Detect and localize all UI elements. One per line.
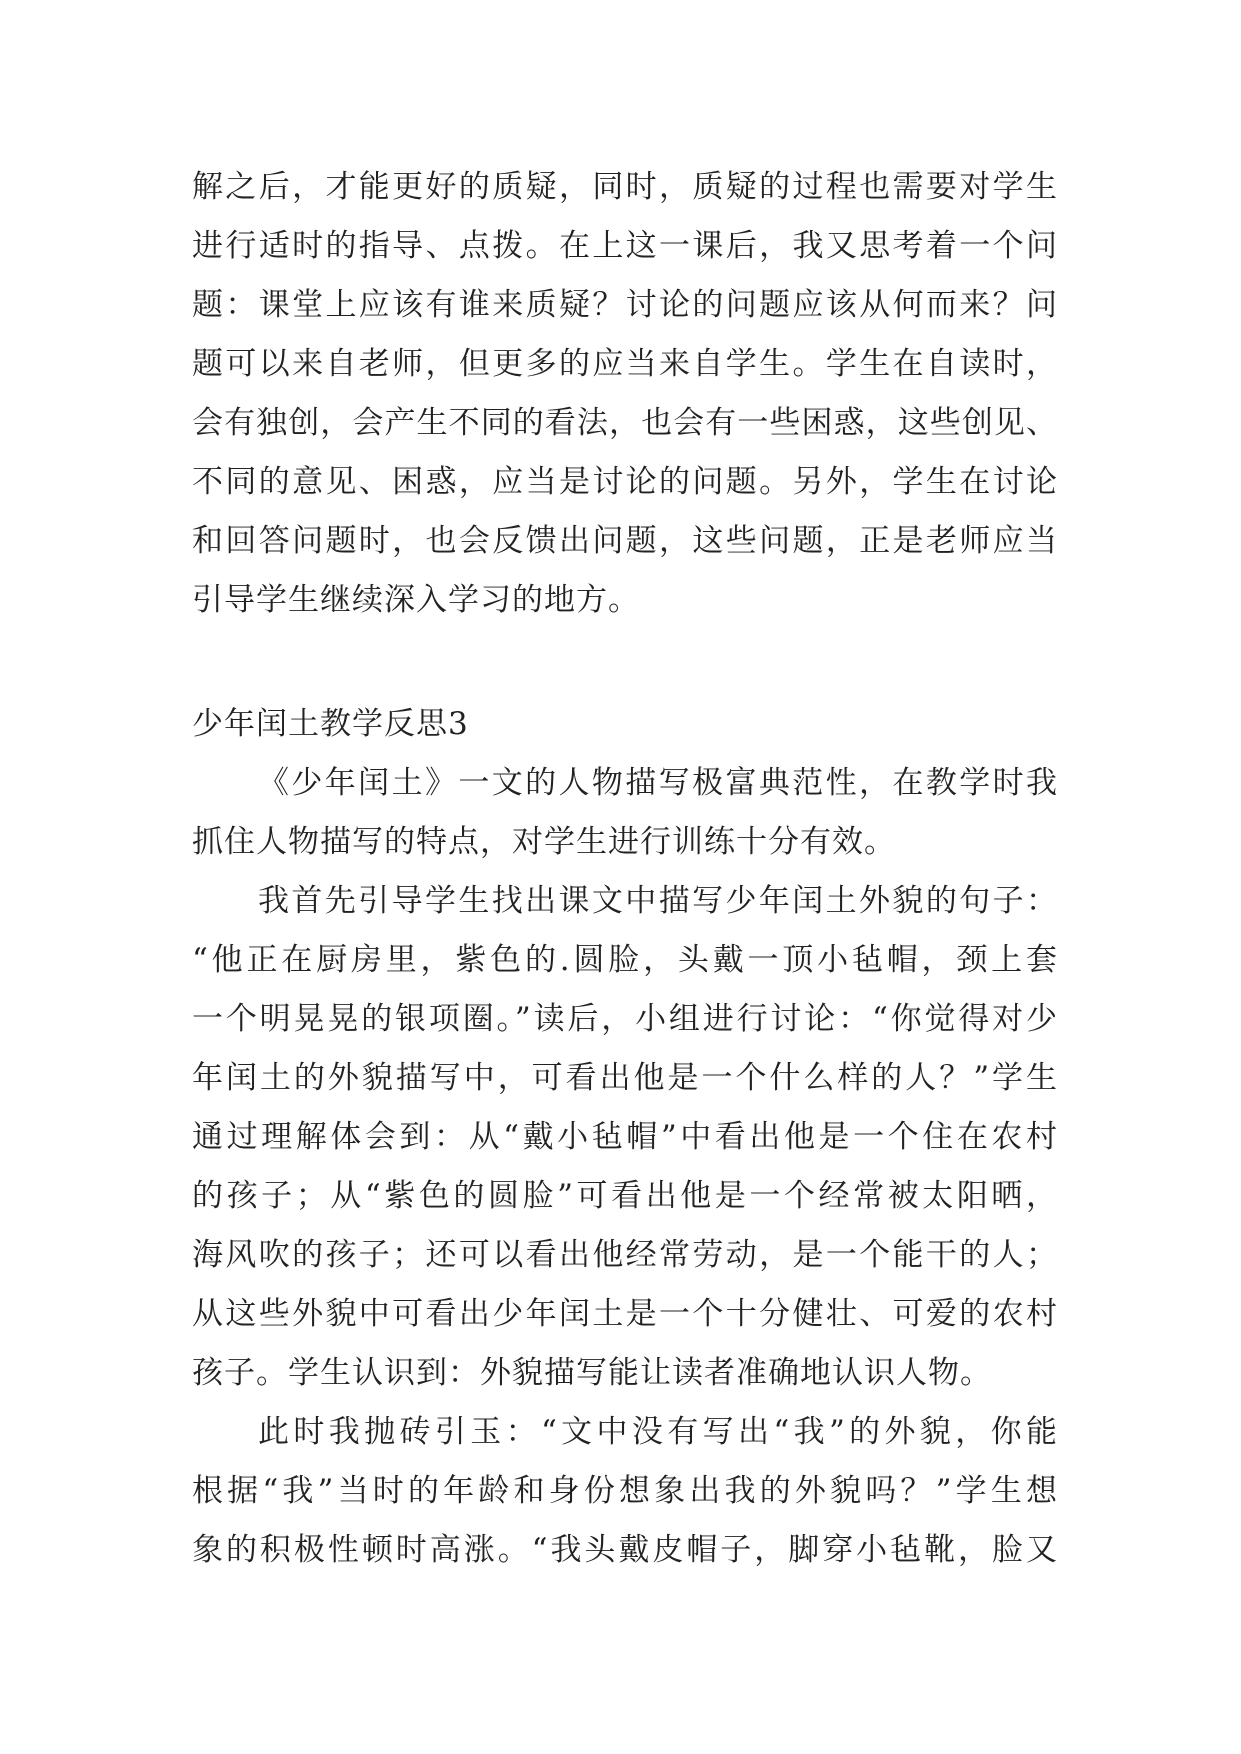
text-line: 根据“我”当时的年龄和身份想象出我的外貌吗？”学生想	[192, 1473, 1058, 1509]
text-line: 从这些外貌中可看出少年闰土是一个十分健壮、可爱的农村	[192, 1296, 1058, 1332]
text-line: 解之后，才能更好的质疑，同时，质疑的过程也需要对学生	[192, 169, 1058, 205]
text-line: 题可以来自老师，但更多的应当来自学生。学生在自读时，	[192, 346, 1058, 382]
section-body	[192, 754, 1058, 1580]
text-line: 的孩子；从“紫色的圆脸”可看出他是一个经常被太阳晒，	[192, 1178, 1058, 1214]
text-line: 我首先引导学生找出课文中描写少年闰土外貌的句子：	[258, 883, 1058, 919]
text-line: 《少年闰土》一文的人物描写极富典范性，在教学时我	[258, 765, 1058, 801]
text-line: 题：课堂上应该有谁来质疑？讨论的问题应该从何而来？问	[192, 287, 1058, 323]
text-line: 年闰土的外貌描写中，可看出他是一个什么样的人？”学生	[192, 1060, 1058, 1096]
text-line: 一个明晃晃的银项圈。”读后，小组进行讨论：“你觉得对少	[192, 1001, 1058, 1037]
text-line: 抓住人物描写的特点，对学生进行训练十分有效。	[192, 824, 896, 860]
text-line: 和回答问题时，也会反馈出问题，这些问题，正是老师应当	[192, 523, 1058, 559]
text-line: 象的积极性顿时高涨。“我头戴皮帽子，脚穿小毡靴，脸又	[192, 1532, 1058, 1568]
text-line: 此时我抛砖引玉：“文中没有写出“我”的外貌，你能	[258, 1414, 1058, 1450]
text-line: 会有独创，会产生不同的看法，也会有一些困惑，这些创见、	[192, 405, 1058, 441]
text-line: “他正在厨房里，紫色的.圆脸，头戴一顶小毡帽，颈上套	[192, 942, 1058, 978]
text-line: 孩子。学生认识到：外貌描写能让读者准确地认识人物。	[192, 1355, 992, 1391]
text-line: 不同的意见、困惑，应当是讨论的问题。另外，学生在讨论	[192, 464, 1058, 500]
text-line: 海风吹的孩子；还可以看出他经常劳动，是一个能干的人；	[192, 1237, 1058, 1273]
text-line: 进行适时的指导、点拨。在上这一课后，我又思考着一个问	[192, 228, 1058, 264]
text-line: 引导学生继续深入学习的地方。	[192, 582, 640, 618]
section-heading: 少年闰土教学反思3	[192, 706, 469, 742]
paragraph-continuation	[192, 158, 1058, 630]
text-line: 通过理解体会到：从“戴小毡帽”中看出他是一个住在农村	[192, 1119, 1058, 1155]
